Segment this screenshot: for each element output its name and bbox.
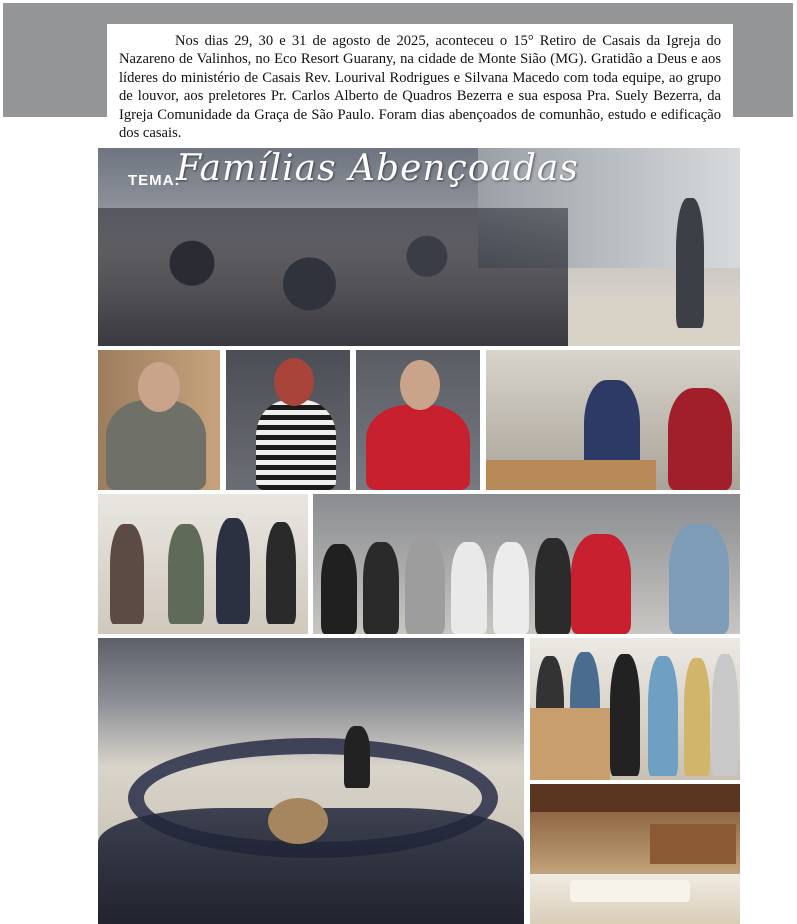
theme-title: Famílias Abençoadas xyxy=(176,148,579,189)
audience-crowd xyxy=(98,208,568,346)
intro-paragraph: Nos dias 29, 30 e 31 de agosto de 2025, aconteceu o 15° Retiro de Casais da Igreja do Nazareno de Valinhos, no Eco Resort Guarany, na cidade de Monte Sião (MG). Gratidão a Deus e aos líderes do ministério de Casais Rev. Lourival Rodrigues e Silvana Macedo com toda equipe, ao grupo de louvor, aos preletores Pr. Carlos Alberto de Quadros Bezerra e sua esposa Pra. Suely Bezerra, da Igreja Comunidade da Graça de São Paulo. Foram dias abençoados de comunhão, estudo e edificação dos casais. xyxy=(107,24,733,146)
photo-couple-stage xyxy=(486,350,740,490)
photo-speaker-mic xyxy=(98,350,220,490)
photo-woman-speaking xyxy=(226,350,350,490)
photo-group-standing xyxy=(530,638,740,780)
photo-circle-gathering xyxy=(98,638,524,924)
photo-dining-hall xyxy=(530,784,740,924)
speaker-figure xyxy=(676,198,704,328)
photo-worship-team xyxy=(98,494,308,634)
photo-auditorium xyxy=(98,148,740,346)
photo-man-red-shirt xyxy=(356,350,480,490)
photo-team-lineup xyxy=(313,494,740,634)
theme-label: TEMA: xyxy=(128,172,181,189)
